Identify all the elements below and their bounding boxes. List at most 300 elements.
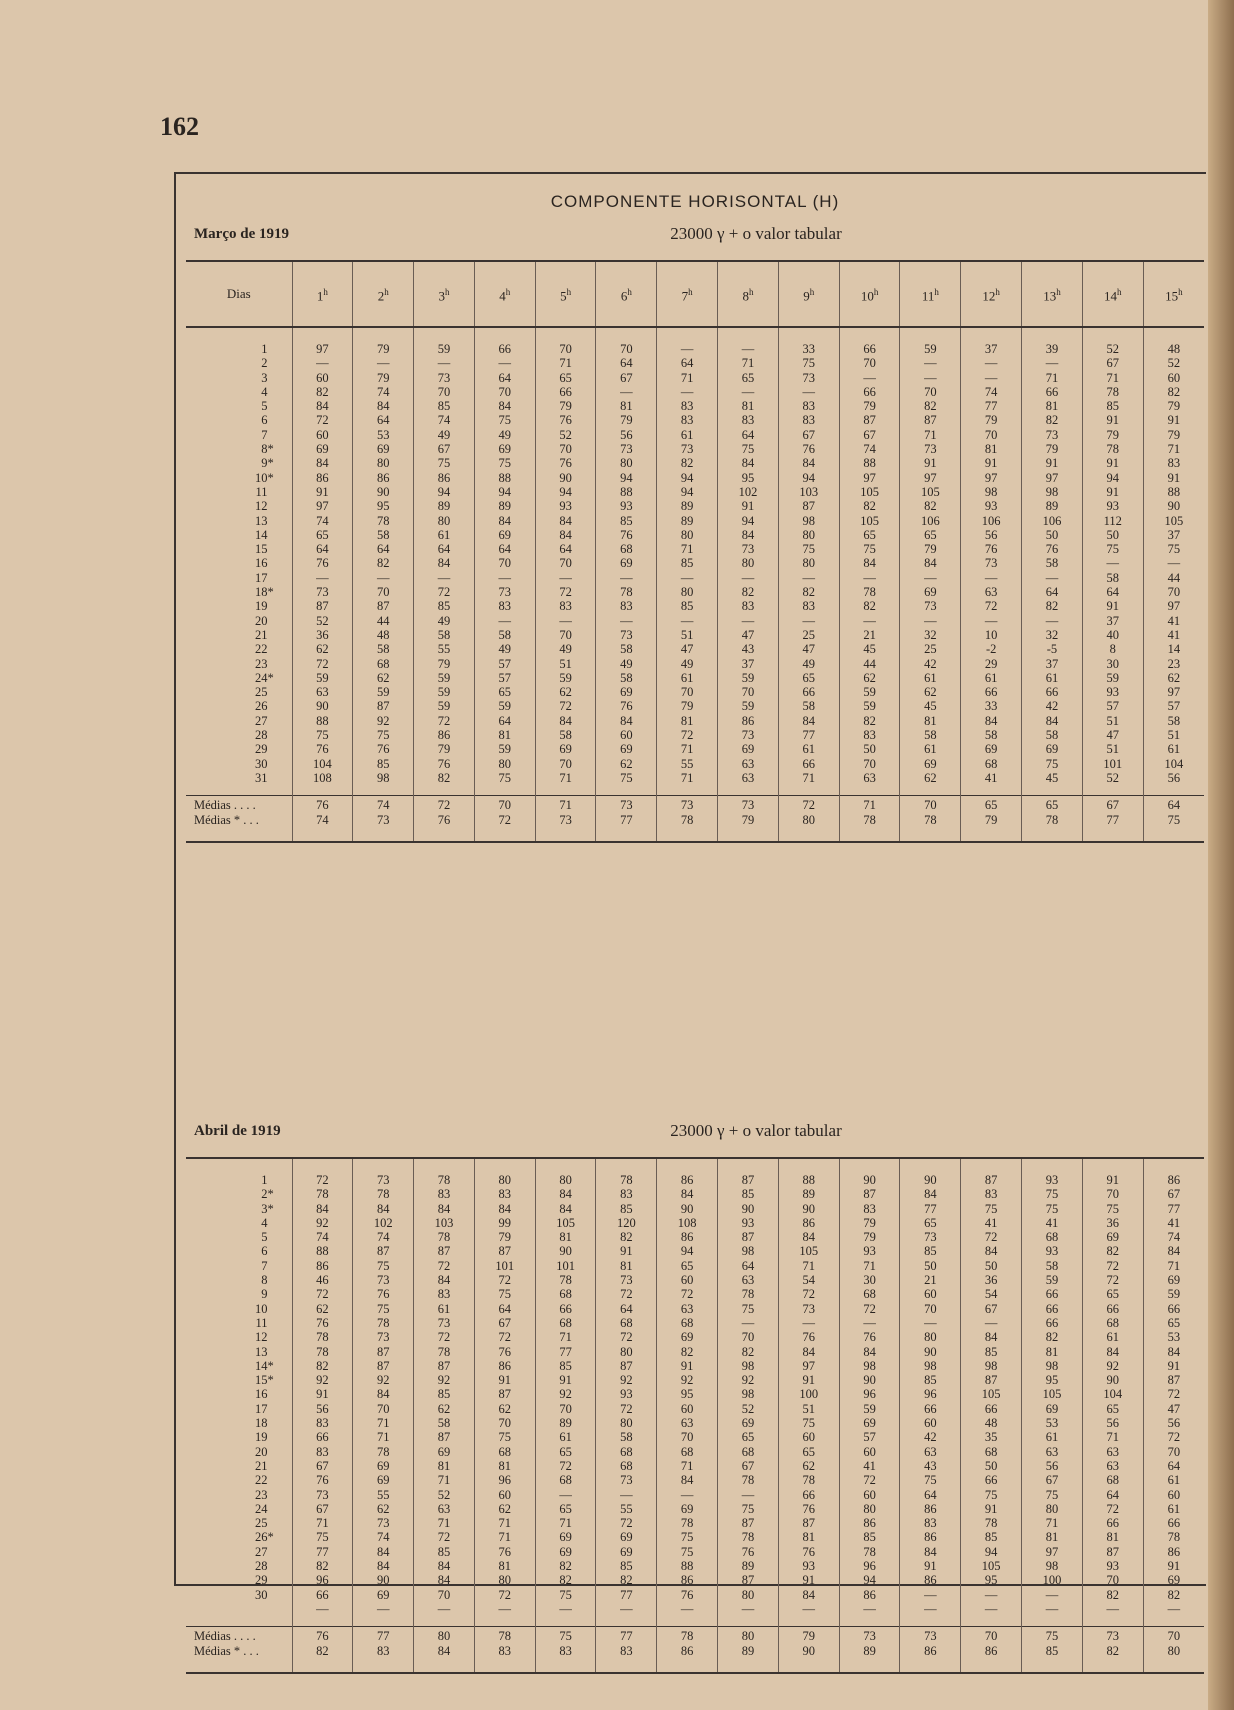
value-cell: 87	[839, 413, 900, 427]
value-cell: 58	[1022, 556, 1083, 570]
header-hour-10: 10$^h$	[839, 262, 900, 327]
value-cell: 71	[657, 1459, 718, 1473]
value-cell: 70	[900, 1302, 961, 1316]
header-hour-11: 11$^h$	[900, 262, 961, 327]
value-cell: 64	[474, 1302, 535, 1316]
value-cell: —	[961, 371, 1022, 385]
value-cell: 60	[839, 1445, 900, 1459]
value-cell: 61	[778, 742, 839, 756]
value-cell: 76	[596, 699, 657, 713]
value-cell: 70	[535, 327, 596, 356]
value-cell: 72	[414, 585, 475, 599]
mean-cell: 73	[353, 813, 414, 841]
value-cell: 72	[474, 1588, 535, 1602]
value-cell: 45	[839, 642, 900, 656]
value-cell: 76	[353, 742, 414, 756]
value-cell: 58	[900, 728, 961, 742]
value-cell: 82	[414, 771, 475, 796]
value-cell: 76	[292, 1316, 353, 1330]
table-row	[186, 428, 1204, 442]
value-cell: 72	[474, 1273, 535, 1287]
value-cell: 82	[839, 714, 900, 728]
day-cell: 6	[261, 413, 268, 428]
table-row	[186, 1359, 1204, 1373]
value-cell: 91	[1143, 413, 1204, 427]
value-cell: 85	[596, 1202, 657, 1216]
value-cell: 74	[1143, 1230, 1204, 1244]
value-cell: 79	[353, 371, 414, 385]
value-cell: 72	[596, 1287, 657, 1301]
value-cell: 62	[353, 1502, 414, 1516]
value-cell: —	[353, 571, 414, 585]
value-cell: —	[596, 1488, 657, 1502]
value-cell: 64	[474, 542, 535, 556]
table-row	[186, 1445, 1204, 1459]
value-cell: —	[778, 614, 839, 628]
header-hour-14: 14$^h$	[1082, 262, 1143, 327]
value-cell: 84	[1143, 1244, 1204, 1258]
value-cell: 83	[292, 1416, 353, 1430]
value-cell: 85	[961, 1345, 1022, 1359]
value-cell: 73	[353, 1516, 414, 1530]
value-cell: 63	[657, 1302, 718, 1316]
value-cell: 64	[718, 1259, 779, 1273]
value-cell: 83	[414, 1287, 475, 1301]
value-cell: 41	[1143, 614, 1204, 628]
value-cell: 84	[839, 556, 900, 570]
value-cell: 71	[657, 542, 718, 556]
table-row	[186, 542, 1204, 556]
value-cell: 80	[353, 456, 414, 470]
value-cell: 36	[292, 628, 353, 642]
value-cell: 62	[839, 671, 900, 685]
value-cell: 75	[778, 542, 839, 556]
value-cell: 58	[414, 628, 475, 642]
value-cell: 91	[535, 1373, 596, 1387]
value-cell: 82	[900, 399, 961, 413]
mean-cell: 82	[292, 1644, 353, 1672]
value-cell: 79	[414, 742, 475, 756]
table-row	[186, 1387, 1204, 1401]
value-cell: 84	[1143, 1345, 1204, 1359]
value-cell: 65	[292, 528, 353, 542]
value-cell: 84	[474, 514, 535, 528]
value-cell: 69	[353, 1473, 414, 1487]
value-cell: 60	[839, 1488, 900, 1502]
value-cell: 77	[961, 399, 1022, 413]
table-row	[186, 1230, 1204, 1244]
value-cell: 70	[900, 385, 961, 399]
value-cell: 70	[474, 1416, 535, 1430]
value-cell: 91	[1082, 413, 1143, 427]
value-cell: —	[961, 571, 1022, 585]
value-cell: 75	[718, 1302, 779, 1316]
value-cell: 62	[474, 1402, 535, 1416]
value-cell: 72	[414, 1330, 475, 1344]
value-cell: 70	[657, 1430, 718, 1444]
mean-cell: 77	[596, 813, 657, 841]
value-cell: 75	[778, 1416, 839, 1430]
value-cell: 45	[900, 699, 961, 713]
value-cell: 61	[961, 671, 1022, 685]
table-row	[186, 356, 1204, 370]
value-cell: 94	[535, 485, 596, 499]
value-cell: 74	[353, 1530, 414, 1544]
value-cell: 69	[353, 442, 414, 456]
value-cell: 91	[596, 1244, 657, 1258]
value-cell: 96	[474, 1473, 535, 1487]
value-cell: 64	[657, 356, 718, 370]
value-cell: 69	[596, 1530, 657, 1544]
value-cell: 62	[1143, 671, 1204, 685]
value-cell: 68	[535, 1316, 596, 1330]
value-cell: 68	[839, 1287, 900, 1301]
value-cell: 71	[414, 1516, 475, 1530]
mean-cell: 72	[778, 796, 839, 813]
value-cell: 80	[474, 757, 535, 771]
value-cell: 84	[535, 514, 596, 528]
value-cell: 58	[1022, 1259, 1083, 1273]
value-cell: 66	[1022, 685, 1083, 699]
value-cell: 72	[657, 1287, 718, 1301]
value-cell: 55	[596, 1502, 657, 1516]
value-cell: 65	[900, 528, 961, 542]
value-cell: 63	[1082, 1445, 1143, 1459]
value-cell: 80	[657, 528, 718, 542]
value-cell: 76	[778, 1502, 839, 1516]
value-cell: 96	[839, 1559, 900, 1573]
value-cell: —	[961, 1588, 1022, 1602]
value-cell: 75	[718, 1502, 779, 1516]
value-cell: 52	[414, 1488, 475, 1502]
day-cell: 7	[261, 427, 268, 442]
mean-cell: 76	[292, 796, 353, 813]
value-cell: 84	[718, 528, 779, 542]
value-cell: 69	[1143, 1273, 1204, 1287]
value-cell: -5	[1022, 642, 1083, 656]
day-cell: 21	[255, 1458, 268, 1473]
day-cell: 12	[255, 1330, 268, 1345]
value-cell: 58	[1022, 728, 1083, 742]
value-cell: 66	[1022, 1302, 1083, 1316]
value-cell: 79	[1143, 428, 1204, 442]
value-cell: 37	[718, 657, 779, 671]
value-cell: —	[535, 1602, 596, 1627]
value-cell: 87	[292, 599, 353, 613]
value-cell: 79	[839, 1216, 900, 1230]
value-cell: 70	[353, 585, 414, 599]
value-cell: 25	[900, 642, 961, 656]
value-cell: 84	[961, 1244, 1022, 1258]
value-cell: 78	[961, 1516, 1022, 1530]
value-cell: 80	[778, 528, 839, 542]
value-cell: 60	[1143, 371, 1204, 385]
value-cell: 92	[718, 1373, 779, 1387]
value-cell: —	[839, 571, 900, 585]
value-cell: 82	[1143, 1588, 1204, 1602]
value-cell: 87	[474, 1387, 535, 1401]
value-cell: 91	[1143, 1359, 1204, 1373]
value-cell: 86	[900, 1573, 961, 1587]
value-cell: 58	[596, 671, 657, 685]
value-cell: 37	[1082, 614, 1143, 628]
value-cell: 90	[657, 1202, 718, 1216]
value-cell: 70	[718, 685, 779, 699]
value-cell: 67	[718, 1459, 779, 1473]
value-cell: 82	[718, 1345, 779, 1359]
april-month-label: Abril de 1919	[194, 1123, 281, 1139]
value-cell: 82	[1022, 1330, 1083, 1344]
value-cell: 37	[961, 327, 1022, 356]
mean-cell: 86	[657, 1644, 718, 1672]
value-cell: 44	[1143, 571, 1204, 585]
value-cell: 105	[900, 485, 961, 499]
header-hour-9: 9$^h$	[778, 262, 839, 327]
value-cell: 84	[292, 456, 353, 470]
value-cell: 73	[353, 1159, 414, 1187]
value-cell: 59	[353, 685, 414, 699]
value-cell: 76	[474, 1545, 535, 1559]
table-row	[186, 1273, 1204, 1287]
value-cell: 75	[353, 1259, 414, 1273]
value-cell: 104	[1143, 757, 1204, 771]
table-row	[186, 571, 1204, 585]
mean-cell: 75	[1143, 813, 1204, 841]
value-cell: 66	[1022, 385, 1083, 399]
day-cell: 28	[255, 1559, 268, 1574]
value-cell: 75	[474, 771, 535, 796]
value-cell: 77	[292, 1545, 353, 1559]
value-cell: 75	[292, 728, 353, 742]
mean-cell: 80	[414, 1627, 475, 1644]
value-cell: 79	[839, 1230, 900, 1244]
value-cell: 74	[961, 385, 1022, 399]
value-cell: 70	[718, 1330, 779, 1344]
table-row	[186, 1559, 1204, 1573]
mean-cell: 78	[1022, 813, 1083, 841]
value-cell: 56	[1022, 1459, 1083, 1473]
value-cell: 85	[414, 599, 475, 613]
day-cell: 16	[255, 556, 268, 571]
day-cell: 29	[255, 1573, 268, 1588]
value-cell: 92	[414, 1373, 475, 1387]
value-cell: 64	[596, 1302, 657, 1316]
value-cell: 58	[535, 728, 596, 742]
value-cell: 72	[474, 1330, 535, 1344]
value-cell: —	[1082, 556, 1143, 570]
mean-cell: 90	[778, 1644, 839, 1672]
value-cell: 71	[292, 1516, 353, 1530]
value-cell: 101	[535, 1259, 596, 1273]
value-cell: 66	[961, 1473, 1022, 1487]
april-table-wrap	[186, 1157, 1204, 1674]
value-cell: 63	[900, 1445, 961, 1459]
value-cell: 25	[778, 628, 839, 642]
value-cell: 103	[778, 485, 839, 499]
value-cell: 84	[535, 1187, 596, 1201]
value-cell: 58	[1082, 571, 1143, 585]
value-cell: 84	[353, 1387, 414, 1401]
table-row	[186, 514, 1204, 528]
value-cell: 93	[1082, 499, 1143, 513]
mean-cell: 78	[657, 1627, 718, 1644]
value-cell: 36	[961, 1273, 1022, 1287]
value-cell: 85	[535, 1359, 596, 1373]
table-row	[186, 442, 1204, 456]
value-cell: 67	[1022, 1473, 1083, 1487]
value-cell: 71	[1143, 1259, 1204, 1273]
value-cell: 93	[1082, 685, 1143, 699]
value-cell: 82	[1082, 1588, 1143, 1602]
value-cell: 75	[596, 771, 657, 796]
value-cell: 67	[292, 1459, 353, 1473]
value-cell: 73	[900, 1230, 961, 1244]
value-cell: 59	[474, 699, 535, 713]
mean-cell: 73	[900, 1627, 961, 1644]
value-cell: 75	[900, 1473, 961, 1487]
day-cell: 1	[261, 1173, 268, 1187]
march-rows	[186, 327, 1204, 796]
value-cell: 93	[718, 1216, 779, 1230]
value-cell: 94	[657, 471, 718, 485]
header-hour-15: 15$^h$	[1143, 262, 1204, 327]
value-cell: 78	[596, 585, 657, 599]
value-cell: 70	[535, 442, 596, 456]
value-cell: 67	[839, 428, 900, 442]
value-cell: 105	[778, 1244, 839, 1258]
value-cell: —	[900, 1602, 961, 1627]
value-cell: —	[900, 571, 961, 585]
table-row	[186, 699, 1204, 713]
value-cell: 65	[1143, 1316, 1204, 1330]
mean-cell: 70	[961, 1627, 1022, 1644]
value-cell: 61	[535, 1430, 596, 1444]
value-cell: 67	[292, 1502, 353, 1516]
value-cell: 87	[474, 1244, 535, 1258]
value-cell: 50	[961, 1459, 1022, 1473]
table-row	[186, 471, 1204, 485]
value-cell: 78	[353, 1316, 414, 1330]
value-cell: 69	[718, 1416, 779, 1430]
value-cell: 59	[839, 685, 900, 699]
value-cell: 68	[474, 1445, 535, 1459]
value-cell: 44	[353, 614, 414, 628]
value-cell: 88	[596, 485, 657, 499]
value-cell: 58	[596, 642, 657, 656]
value-cell: 68	[961, 1445, 1022, 1459]
value-cell: 68	[353, 657, 414, 671]
value-cell: 62	[900, 771, 961, 796]
mean-cell: 73	[718, 796, 779, 813]
value-cell: 84	[414, 1202, 475, 1216]
value-cell: 92	[596, 1373, 657, 1387]
day-cell: 30	[255, 1587, 268, 1602]
value-cell: 47	[1082, 728, 1143, 742]
value-cell: 59	[414, 685, 475, 699]
value-cell: 82	[1022, 599, 1083, 613]
day-cell: 9	[261, 1287, 268, 1302]
mean-cell: 77	[596, 1627, 657, 1644]
value-cell: 87	[353, 1359, 414, 1373]
value-cell: —	[839, 371, 900, 385]
day-cell: 9*	[261, 456, 274, 471]
value-cell: 62	[292, 1302, 353, 1316]
means-star-row	[186, 1644, 1204, 1672]
value-cell: —	[961, 356, 1022, 370]
value-cell: 71	[900, 428, 961, 442]
value-cell: 59	[414, 671, 475, 685]
value-cell: 45	[1022, 771, 1083, 796]
value-cell: 91	[961, 456, 1022, 470]
value-cell: 84	[596, 714, 657, 728]
value-cell: 49	[596, 657, 657, 671]
value-cell: 84	[292, 399, 353, 413]
mean-cell: 77	[353, 1627, 414, 1644]
value-cell: 84	[1022, 714, 1083, 728]
value-cell: 66	[535, 1302, 596, 1316]
table-row	[186, 628, 1204, 642]
header-hour-7: 7$^h$	[657, 262, 718, 327]
value-cell: 89	[718, 1559, 779, 1573]
table-row	[186, 1330, 1204, 1344]
table-row	[186, 528, 1204, 542]
value-cell: 82	[839, 499, 900, 513]
value-cell: 82	[1022, 413, 1083, 427]
value-cell: 96	[292, 1573, 353, 1587]
table-row	[186, 1202, 1204, 1216]
means-label: Médias . . . .	[186, 1627, 292, 1644]
value-cell: 98	[718, 1359, 779, 1373]
value-cell: 66	[1143, 1302, 1204, 1316]
value-cell: 75	[474, 413, 535, 427]
value-cell: 41	[961, 771, 1022, 796]
value-cell: 70	[1143, 585, 1204, 599]
value-cell: 98	[1022, 1559, 1083, 1573]
value-cell: 76	[961, 542, 1022, 556]
value-cell: 62	[596, 757, 657, 771]
value-cell: 98	[961, 485, 1022, 499]
value-cell: 52	[1082, 771, 1143, 796]
value-cell: 65	[657, 1259, 718, 1273]
value-cell: 98	[1022, 485, 1083, 499]
value-cell: —	[474, 614, 535, 628]
value-cell: 86	[414, 471, 475, 485]
value-cell: 69	[961, 742, 1022, 756]
value-cell: 72	[535, 1459, 596, 1473]
value-cell: 101	[474, 1259, 535, 1273]
value-cell: 69	[353, 1459, 414, 1473]
value-cell: 106	[900, 514, 961, 528]
value-cell: 68	[535, 1473, 596, 1487]
value-cell: 71	[1143, 442, 1204, 456]
mean-cell: 83	[474, 1644, 535, 1672]
value-cell: 82	[657, 456, 718, 470]
value-cell: 79	[839, 399, 900, 413]
value-cell: 72	[1082, 1259, 1143, 1273]
april-table	[186, 1159, 1204, 1672]
day-cell: 13	[255, 513, 268, 528]
day-cell: 27	[255, 1544, 268, 1559]
value-cell: —	[657, 385, 718, 399]
value-cell: 100	[778, 1387, 839, 1401]
value-cell: 71	[414, 1473, 475, 1487]
day-cell: 4	[261, 384, 268, 399]
value-cell: 65	[535, 1502, 596, 1516]
value-cell: 69	[1143, 1573, 1204, 1587]
value-cell: 89	[414, 499, 475, 513]
value-cell: 88	[292, 1244, 353, 1258]
march-means	[186, 796, 1204, 841]
